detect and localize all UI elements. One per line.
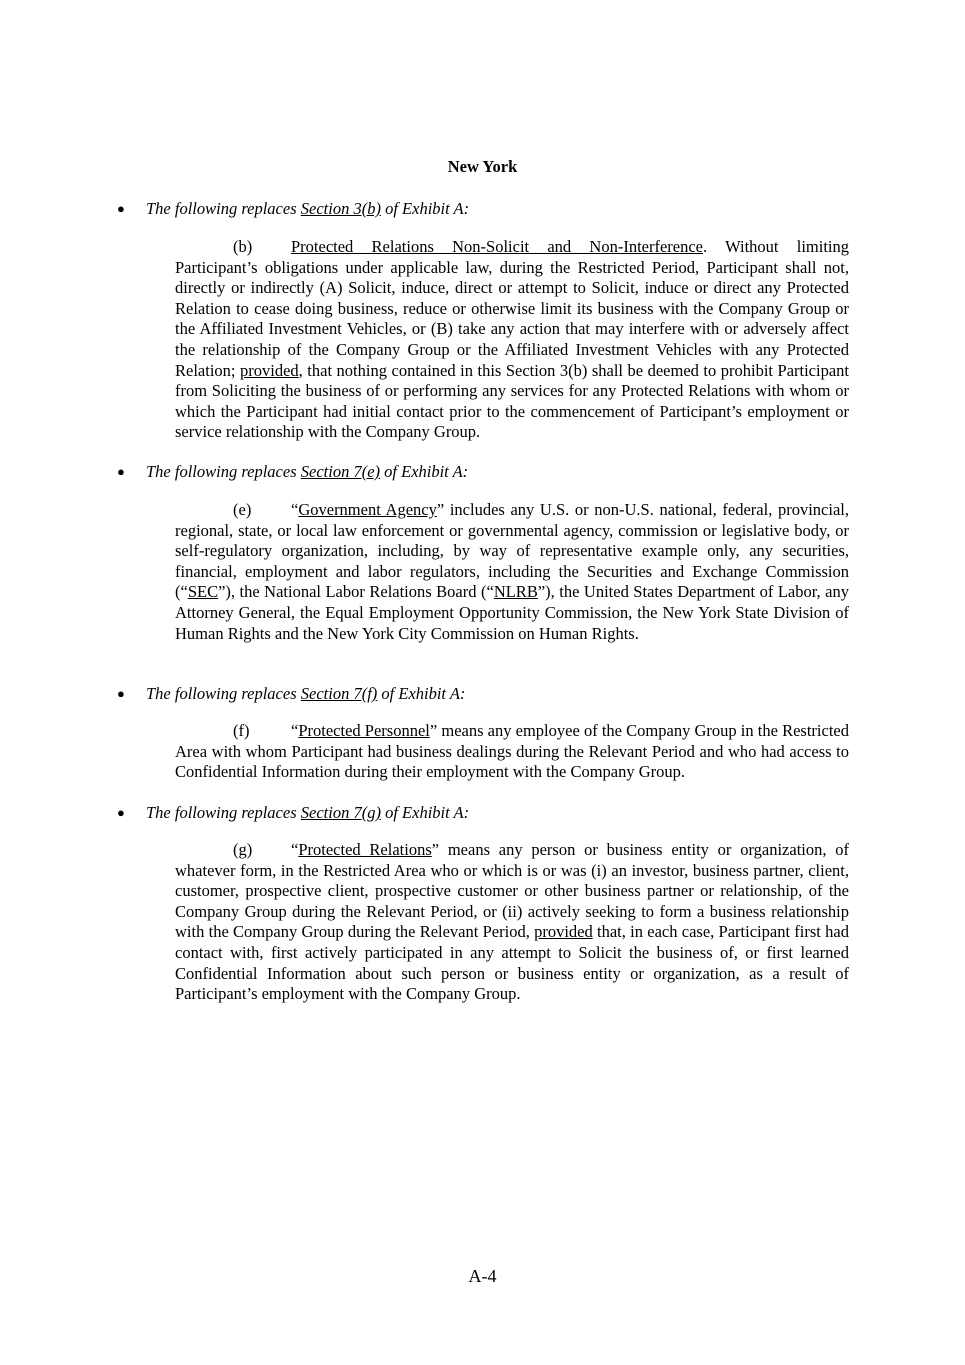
paragraph-letter: (f) [233,721,250,740]
bullet-icon: ● [117,464,125,479]
bullet-text: The following replaces Section 7(f) of Exhibit A: [146,684,466,703]
section-reference: Section 3(b) [300,199,381,218]
section-reference: Section 7(f) [300,684,378,703]
bullet-text: The following replaces Section 7(e) of Exhibit A: [146,462,469,481]
defined-term: NLRB [493,582,538,602]
page-number: A-4 [468,1266,497,1286]
defined-term: provided [534,922,593,942]
paragraph-section-7f: (f) “Protected Personnel” means any employee of the Company Group in the Restricted Area with whom Participant had business dealings during the Relevant Period and who had access to Confidential Information during their employment with the Company Group. [175,721,849,782]
paragraph-letter: (b) [233,237,253,256]
defined-term: SEC [187,582,219,602]
page-title: New York [447,157,518,176]
paragraph-section-3b: (b) Protected Relations Non-Solicit and Non-Interference. Without limiting Participant’s obligations under applicable law, during the Restricted Period, Participant shall not, directly or indirectly (A) Solicit, induce, direct or attempt to Solicit, induce or direct any Protected Relation to cease doing business, reduce or otherwise limit its business with the Company Group or the Affiliated Investment Vehicles, or (B) take any action that may interfere with or adversely affect the relationship of the Company Group or the Affiliated Investment Vehicles with any Protected Relation; provided, that nothing contained in this Section 3(b) shall be deemed to prohibit Participant from Soliciting the business of or performing any services for any Protected Relations with whom or which the Participant had initial contact prior to the commencement of Participant’s employment or service relationship with the Company Group. [175,237,849,442]
paragraph-letter: (e) [233,500,252,519]
bullet-text: The following replaces Section 3(b) of Exhibit A: [146,199,470,218]
bullet-icon: ● [117,805,125,820]
defined-term: Protected Relations Non-Solicit and Non-Interference [291,237,704,256]
bullet-text: The following replaces Section 7(g) of Exhibit A: [146,803,470,822]
defined-term: Protected Relations [298,840,432,859]
paragraph-section-7g: (g) “Protected Relations” means any person or business entity or organization, of whatever form, in the Restricted Area who or which is or was (i) an investor, business partner, client, customer, prospective client, prospective customer or other business partner or relationship, of the Company Group during the Relevant Period, or (ii) actively seeking to form a business relationship with the Company Group during the Relevant Period, provided that, in each case, Participant first had contact with, first actively participated in any attempt to Solicit the business of, or first learned Confidential Information about such person or business entity or organization, as a result of Participant’s employment with the Company Group. [175,840,849,1004]
defined-term: Government Agency [298,500,437,519]
section-reference: Section 7(g) [300,803,381,822]
bullet-icon: ● [117,201,125,216]
paragraph-letter: (g) [233,840,253,859]
bullet-icon: ● [117,686,125,701]
section-reference: Section 7(e) [300,462,381,481]
defined-term: Protected Personnel [298,721,430,740]
paragraph-section-7e: (e) “Government Agency” includes any U.S. or non-U.S. national, federal, provincial, regional, state, or local law enforcement or governmental agency, commission or legislative body, or self-regulatory organization, including, by way of representative example only, any securities, financial, employment and labor regulators, including the Securities and Exchange Commission (“SEC”), the National Labor Relations Board (“NLRB”), the United States Department of Labor, any Attorney General, the Equal Employment Opportunity Commission, the New York State Division of Human Rights and the New York City Commission on Human Rights. [175,500,849,643]
defined-term: provided [240,360,299,380]
